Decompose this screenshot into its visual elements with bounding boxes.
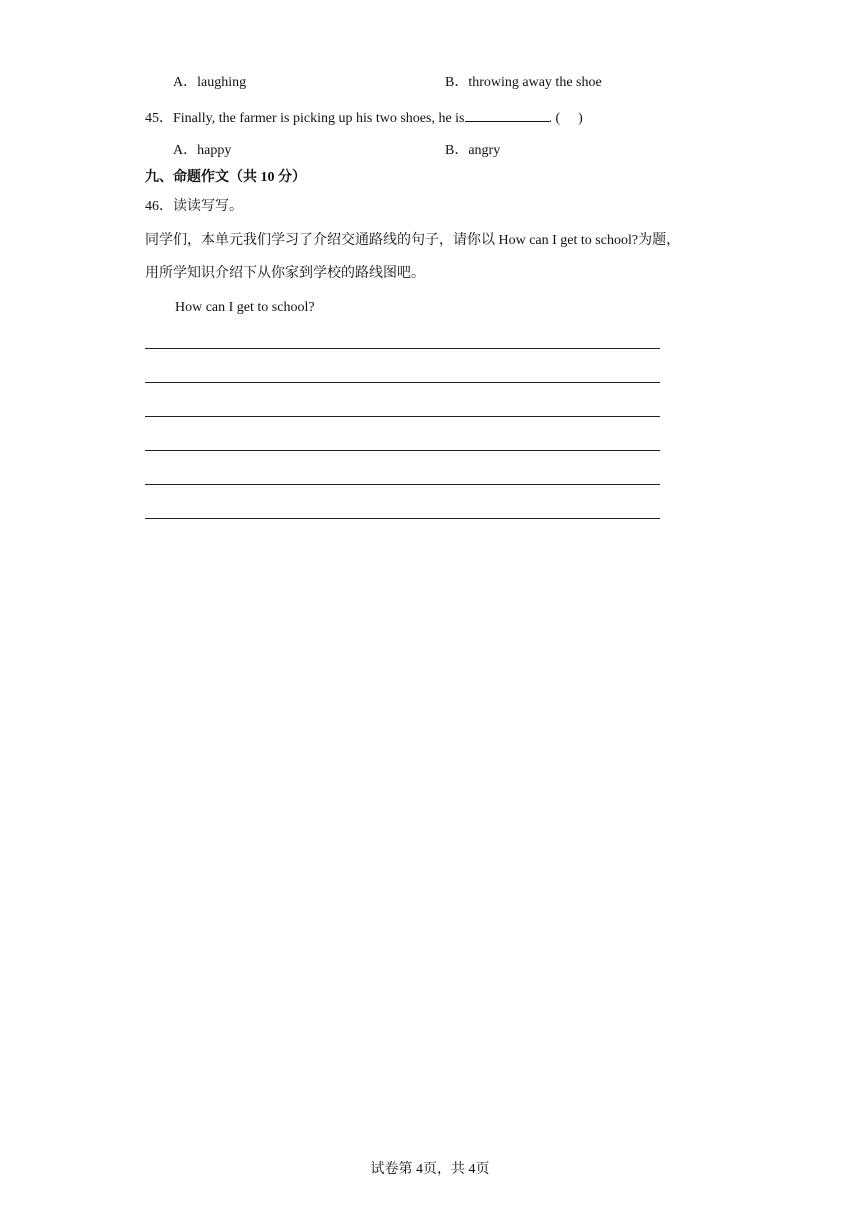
option-label: B． xyxy=(445,75,469,90)
question-46 xyxy=(145,198,243,216)
instruction-line-1: 同学们，本单元我们学习了介绍交通路线的句子，请你以 How can I get to school?为题， xyxy=(145,233,681,248)
option-label: A． xyxy=(173,143,198,158)
question-45 xyxy=(145,108,583,128)
question-title: 读读写写。 xyxy=(173,199,243,214)
question-number: 45． xyxy=(145,111,173,126)
writing-line[interactable] xyxy=(145,348,660,349)
section-heading: 九、命题作文（共 10 分） xyxy=(145,170,306,185)
page-footer: 试卷第 4页，共 4页 xyxy=(370,1162,490,1177)
answer-blank xyxy=(465,108,549,122)
writing-line[interactable] xyxy=(145,484,660,485)
question-number: 46． xyxy=(145,199,173,214)
instruction-line-2: 用所学知识介绍下从你家到学校的路线图吧。 xyxy=(145,266,425,281)
writing-line[interactable] xyxy=(145,518,660,519)
question-stem-end: . ( xyxy=(548,111,561,126)
option-text: throwing away the shoe xyxy=(468,75,602,90)
writing-line[interactable] xyxy=(145,416,660,417)
q45-option-a xyxy=(173,142,231,160)
paren-close: ) xyxy=(578,111,583,126)
option-text: happy xyxy=(197,143,232,158)
q44-option-b xyxy=(445,74,602,92)
option-label: B． xyxy=(445,143,469,158)
option-text: angry xyxy=(468,143,501,158)
question-stem: Finally, the farmer is picking up his two shoes, he is xyxy=(173,111,465,126)
writing-line[interactable] xyxy=(145,450,660,451)
option-text: laughing xyxy=(197,75,247,90)
writing-line[interactable] xyxy=(145,382,660,383)
option-label: A． xyxy=(173,75,198,90)
q45-option-b xyxy=(445,142,500,160)
essay-title: How can I get to school? xyxy=(175,300,315,315)
q44-option-a xyxy=(173,74,246,92)
